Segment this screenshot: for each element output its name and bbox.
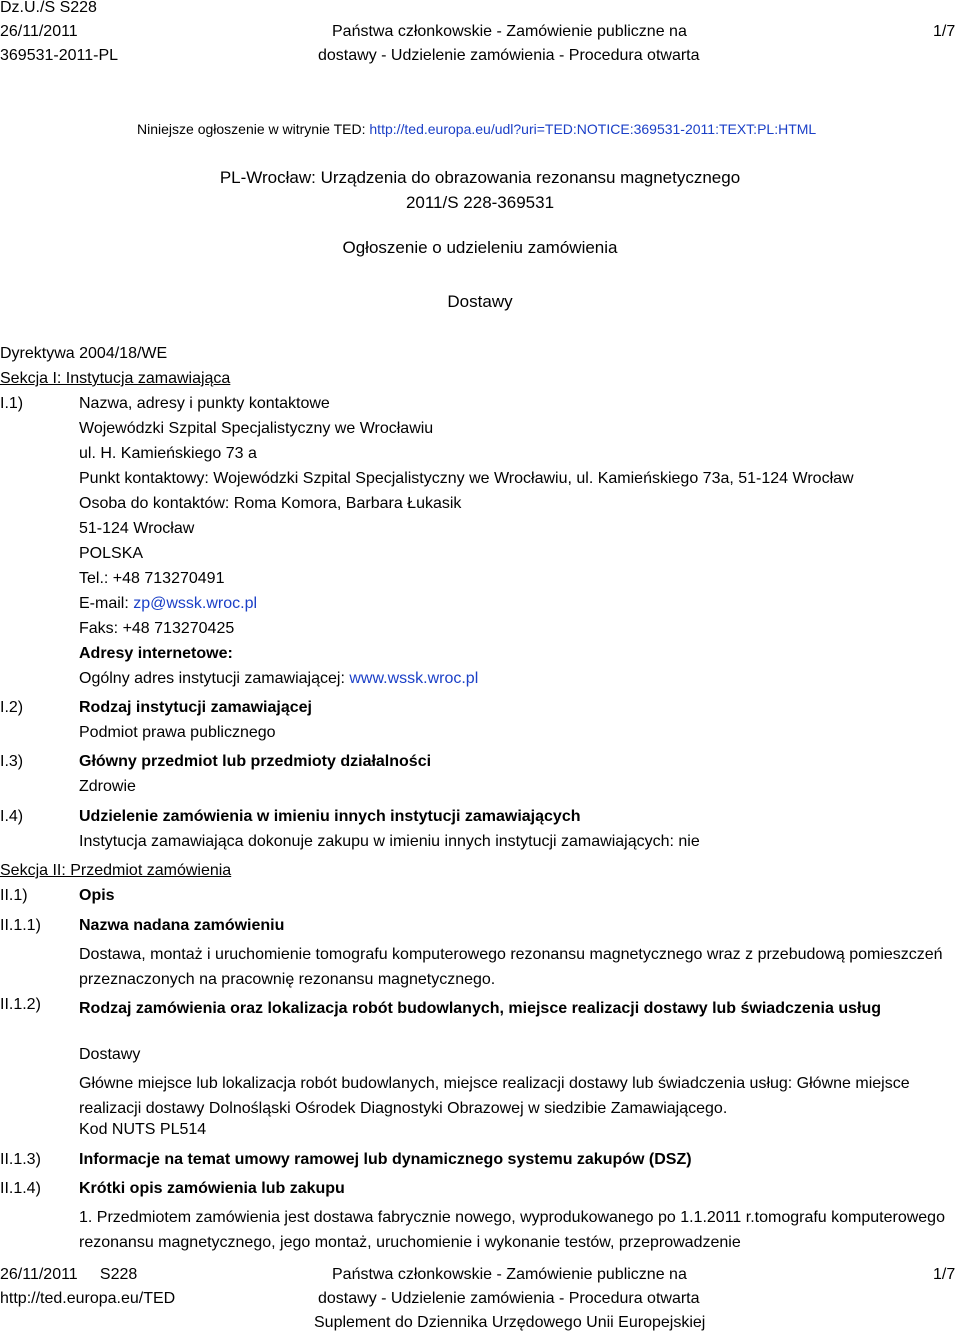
section-ii12-nuts: Kod NUTS PL514 <box>79 1121 207 1138</box>
footer-category-line1: Państwa członkowskie - Zamówienie publiczne na <box>332 1266 687 1283</box>
section-ii1-title: Opis <box>79 887 115 904</box>
contact-point: Punkt kontaktowy: Wojewódzki Szpital Specjalistyczny we Wrocławiu, ul. Kamieńskiego 73a, 51-124 Wrocław <box>79 470 854 487</box>
section-ii12-text: Główne miejsce lub lokalizacja robót budowlanych, miejsce realizacji dostawy lub świadczenia usług: Główne miejsce realizacji dostawy Dolnośląski Ośrodek Diagnostyki Obrazowej w siedzibie Zamawiającego. <box>79 1075 910 1117</box>
contact-persons: Osoba do kontaktów: Roma Komora, Barbara Łukasik <box>79 495 462 512</box>
header-category-line2: dostawy - Udzielenie zamówienia - Procedura otwarta <box>318 47 700 64</box>
section-i2-text: Podmiot prawa publicznego <box>79 724 276 741</box>
footer-date-issue: 26/11/2011 S228 <box>0 1266 138 1283</box>
section-i4-number: I.4) <box>0 808 24 825</box>
authority-email-line <box>79 595 257 613</box>
section-ii12-number: II.1.2) <box>0 996 41 1013</box>
section-ii11-title: Nazwa nadana zamówieniu <box>79 917 285 934</box>
section-ii11-text: Dostawa, montaż i uruchomienie tomografu komputerowego rezonansu magnetycznego wraz z przebudową pomieszczeń przeznaczonych na pracownię rezonansu magnetycznego. <box>79 946 943 988</box>
authority-street: ul. H. Kamieńskiego 73 a <box>79 445 257 462</box>
email-link[interactable]: zp@wssk.wroc.pl <box>133 595 258 612</box>
section-ii1-number: II.1) <box>0 887 28 904</box>
section-i4-text: Instytucja zamawiająca dokonuje zakupu w imieniu innych instytucji zamawiających: nie <box>79 833 700 850</box>
header-notice-id: 369531-2011-PL <box>0 47 119 64</box>
ted-notice-line <box>137 121 816 137</box>
section-i2-title: Rodzaj instytucji zamawiającej <box>79 699 312 716</box>
ted-notice-intro: Niniejsze ogłoszenie w witrynie TED: <box>137 121 370 137</box>
section-i2-number: I.2) <box>0 699 24 716</box>
notice-type: Ogłoszenie o udzieleniu zamówienia <box>342 238 618 257</box>
authority-country: POLSKA <box>79 545 144 562</box>
section-ii14-text: 1. Przedmiotem zamówienia jest dostawa fabrycznie nowego, wyprodukowanego po 1.1.2011 r.tomografu komputerowego rezonansu magnetycznego, jego montaż, uruchomienie i wykonanie testów, przeprowadzenie <box>79 1209 945 1251</box>
header-date: 26/11/2011 <box>0 23 78 40</box>
authority-name: Wojewódzki Szpital Specjalistyczny we Wrocławiu <box>79 420 434 437</box>
directive: Dyrektywa 2004/18/WE <box>0 345 168 362</box>
section-ii12-title: Rodzaj zamówienia oraz lokalizacja robót budowlanych, miejsce realizacji dostawy lub świadczenia usług <box>79 1000 881 1017</box>
notice-title: PL-Wrocław: Urządzenia do obrazowania rezonansu magnetycznego <box>219 168 741 187</box>
ted-notice-link[interactable]: http://ted.europa.eu/udl?uri=TED:NOTICE:369531-2011:TEXT:PL:HTML <box>369 121 817 137</box>
web-label: Ogólny adres instytucji zamawiającej: <box>79 670 350 687</box>
notice-reference: 2011/S 228-369531 <box>405 193 555 212</box>
section-ii11-number: II.1.1) <box>0 917 41 934</box>
authority-city: 51-124 Wrocław <box>79 520 195 537</box>
contract-type: Dostawy <box>447 292 513 311</box>
web-addresses-heading: Adresy internetowe: <box>79 645 233 662</box>
section-ii14-number: II.1.4) <box>0 1180 41 1197</box>
header-page-number: 1/7 <box>933 23 956 40</box>
section-ii14-title: Krótki opis zamówienia lub zakupu <box>79 1180 345 1197</box>
section-ii13-number: II.1.3) <box>0 1151 41 1168</box>
section-ii12-type: Dostawy <box>79 1046 141 1063</box>
section-i3-text: Zdrowie <box>79 778 136 795</box>
authority-phone: Tel.: +48 713270491 <box>79 570 225 587</box>
header-category-line1: Państwa członkowskie - Zamówienie publiczne na <box>332 23 687 40</box>
section-i1-title: Nazwa, adresy i punkty kontaktowe <box>79 395 330 412</box>
section-i3-title: Główny przedmiot lub przedmioty działalności <box>79 753 432 770</box>
section-i3-number: I.3) <box>0 753 24 770</box>
footer-supplement: Suplement do Dziennika Urzędowego Unii Europejskiej <box>314 1314 706 1331</box>
authority-web-line <box>79 670 478 688</box>
header-doc-ref: Dz.U./S S228 <box>0 0 97 16</box>
footer-ted-link[interactable]: http://ted.europa.eu/TED <box>0 1290 176 1307</box>
authority-fax: Faks: +48 713270425 <box>79 620 235 637</box>
section-i1-number: I.1) <box>0 395 24 412</box>
section-2-heading: Sekcja II: Przedmiot zamówienia <box>0 862 232 879</box>
email-label: E-mail: <box>79 595 134 612</box>
web-link[interactable]: www.wssk.wroc.pl <box>349 670 479 687</box>
section-ii13-title: Informacje na temat umowy ramowej lub dynamicznego systemu zakupów (DSZ) <box>79 1151 692 1168</box>
section-i4-title: Udzielenie zamówienia w imieniu innych instytucji zamawiających <box>79 808 581 825</box>
footer-page-number: 1/7 <box>933 1266 956 1283</box>
footer-category-line2: dostawy - Udzielenie zamówienia - Procedura otwarta <box>318 1290 700 1307</box>
section-1-heading: Sekcja I: Instytucja zamawiająca <box>0 370 231 387</box>
